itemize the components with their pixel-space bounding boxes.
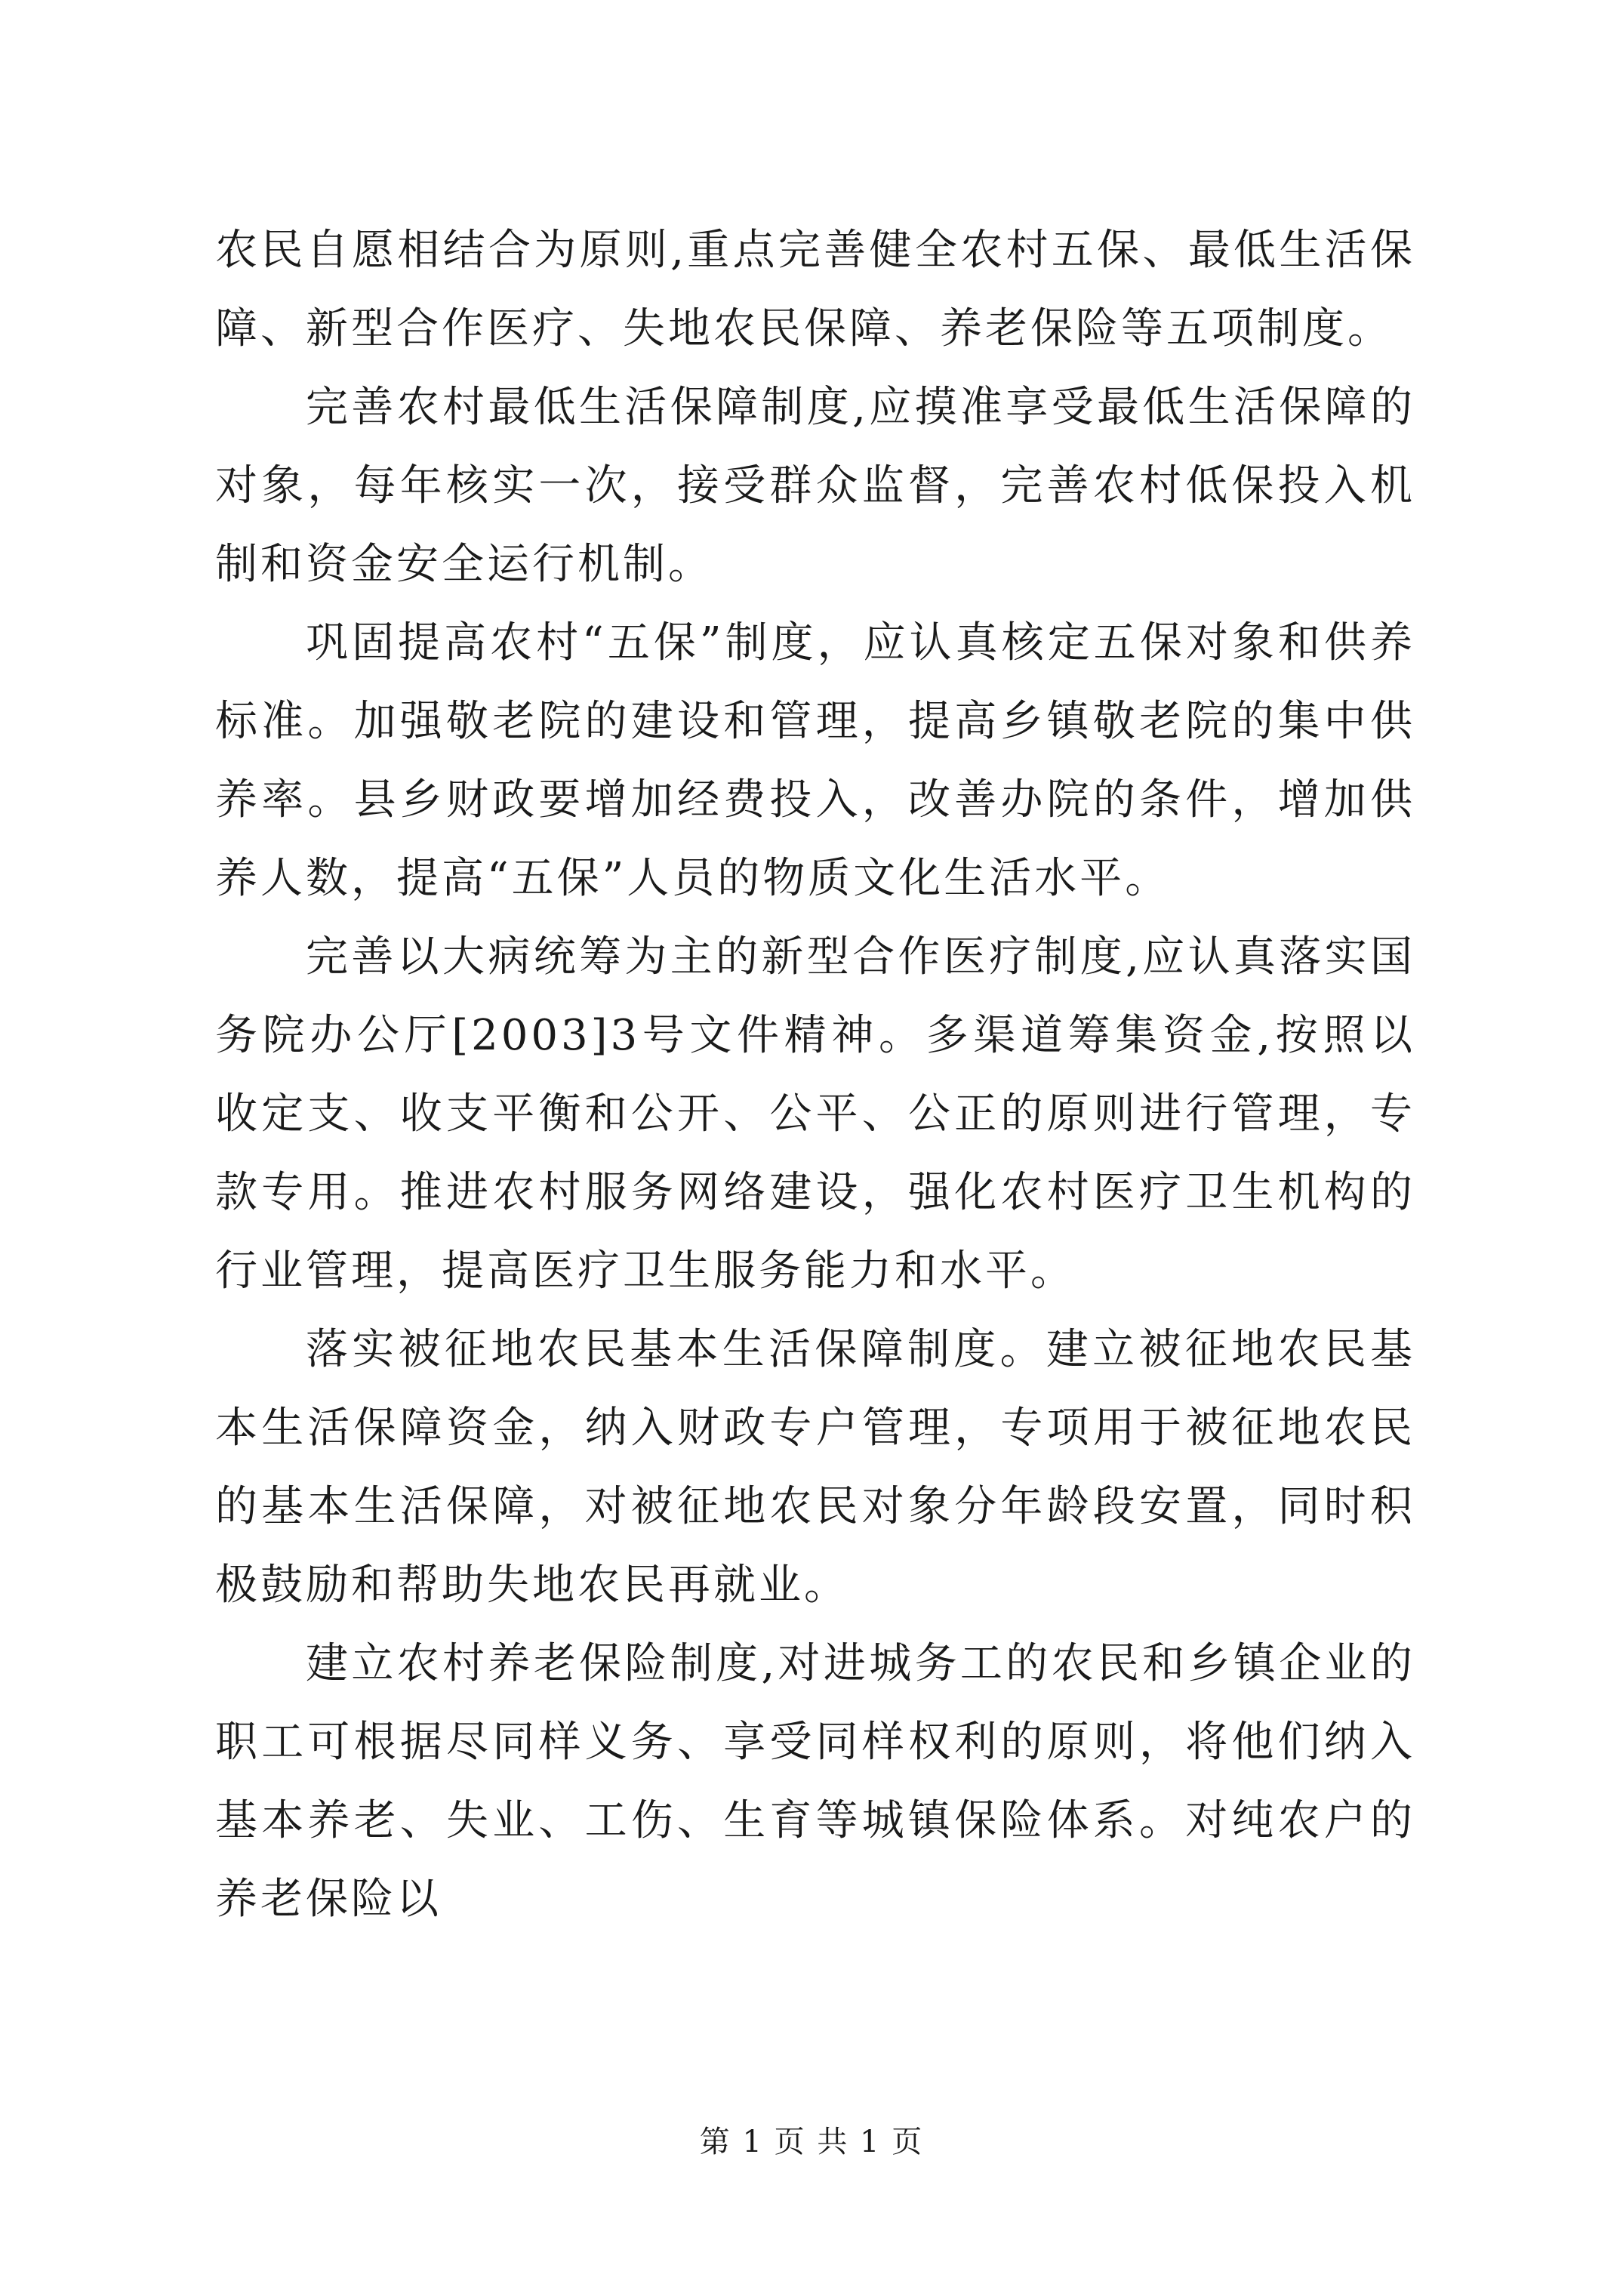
- paragraph-minimum-living-security: 完善农村最低生活保障制度,应摸准享受最低生活保障的对象，每年核实一次，接受群众监督，完善农村低保投入机制和资金安全运行机制。: [215, 383, 1415, 589]
- paragraph-land-expropriated-farmers: 落实被征地农民基本生活保障制度。建立被征地农民基本生活保障资金，纳入财政专户管理，专项用于被征地农民的基本生活保障，对被征地农民对象分年龄段安置，同时积极鼓励和帮助失地农民再就业。: [215, 1325, 1415, 1610]
- page-footer: 第 1 页 共 1 页: [699, 2125, 924, 2159]
- paragraph-rural-pension: 建立农村养老保险制度,对进城务工的农民和乡镇企业的职工可根据尽同样义务、享受同样权利的原则，将他们纳入基本养老、失业、工伤、生育等城镇保险体系。对纯农户的养老保险以: [215, 1639, 1415, 1924]
- paragraph-five-guarantees: 巩固提高农村“五保”制度，应认真核定五保对象和供养标准。加强敬老院的建设和管理，提高乡镇敬老院的集中供养率。县乡财政要增加经费投入，改善办院的条件，增加供养人数，提高“五保”人员的物质文化生活水平。: [215, 618, 1415, 903]
- paragraph-cooperative-medical: 完善以大病统筹为主的新型合作医疗制度,应认真落实国务院办公厅[2003]3号文件精神。多渠道筹集资金,按照以收定支、收支平衡和公开、公平、公正的原则进行管理，专款专用。推进农村服务网络建设，强化农村医疗卫生机构的行业管理，提高医疗卫生服务能力和水平。: [215, 932, 1415, 1296]
- paragraph-continuation: 农民自愿相结合为原则,重点完善健全农村五保、最低生活保障、新型合作医疗、失地农民保障、养老保险等五项制度。: [215, 226, 1415, 353]
- document-body: [215, 211, 1415, 1939]
